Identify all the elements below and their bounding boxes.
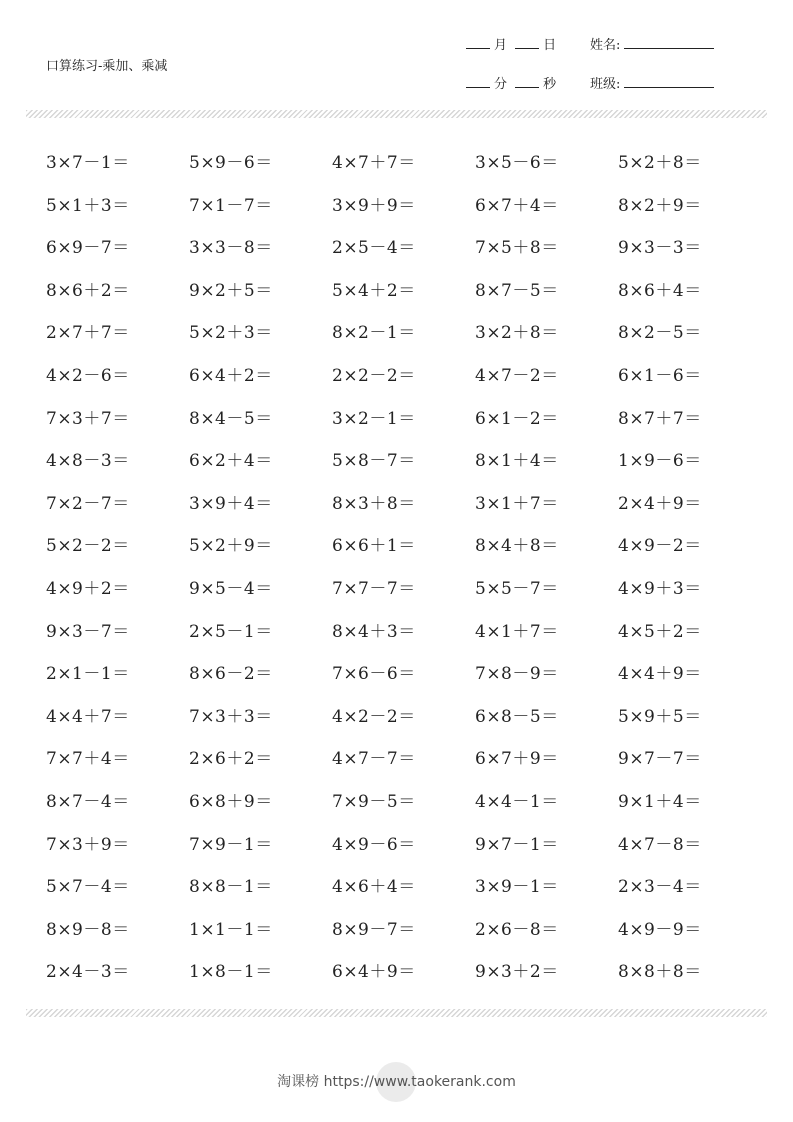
problem-item: 5×5－7＝ [475,578,559,599]
problem-item: 3×5－6＝ [475,153,559,173]
problem-item: 5×7－4＝ [46,877,130,898]
problem-item: 4×9－9＝ [618,919,702,940]
problem-item: 5×9－6＝ [189,153,273,173]
problem-item: 2×4＋9＝ [618,493,702,514]
minute-label: 分 [494,77,508,92]
problem-item: 8×2＋9＝ [618,195,702,216]
problem-item: 9×3－3＝ [618,238,702,259]
time-row [466,73,556,92]
problem-item: 2×4－3＝ [46,962,130,983]
problem-grid [46,148,766,1000]
problem-item: 7×1－7＝ [189,195,273,216]
problem-item: 7×2－7＝ [46,493,130,514]
name-row [590,34,714,53]
name-field[interactable] [624,36,714,49]
problem-item: 8×2－1＝ [332,323,416,344]
problem-row [46,659,766,702]
problem-item: 8×3＋8＝ [332,493,416,514]
problem-item: 8×8－1＝ [189,877,273,898]
problem-item: 7×7－7＝ [332,578,416,599]
problem-row [46,702,766,745]
problem-row [46,361,766,404]
minute-blank[interactable] [466,75,490,88]
problem-row [46,617,766,660]
problem-item: 8×2－5＝ [618,323,702,344]
problem-item: 6×4＋9＝ [332,962,416,983]
problem-item: 7×5＋8＝ [475,238,559,259]
problem-item: 4×7－8＝ [618,834,702,855]
problem-item: 6×6＋1＝ [332,536,416,557]
problem-row [46,148,766,191]
problem-item: 7×9－5＝ [332,791,416,812]
problem-item: 9×7－1＝ [475,834,559,855]
problem-row [46,191,766,234]
problem-item: 4×2－2＝ [332,706,416,727]
problem-item: 8×6＋2＝ [46,280,130,301]
problem-item: 5×2－2＝ [46,536,130,557]
problem-item: 9×5－4＝ [189,578,273,599]
problem-item: 9×2＋5＝ [189,280,273,301]
problem-item: 2×2－2＝ [332,365,416,386]
problem-item: 4×5＋2＝ [618,621,702,642]
problem-item: 2×1－1＝ [46,664,130,685]
problem-item: 8×7－5＝ [475,280,559,301]
problem-item: 5×9＋5＝ [618,706,702,727]
problem-item: 9×3＋2＝ [475,962,559,983]
second-blank[interactable] [515,75,539,88]
problem-row [46,872,766,915]
problem-item: 6×7＋9＝ [475,749,559,770]
problem-item: 1×1－1＝ [189,919,273,940]
problem-item: 6×4＋2＝ [189,365,273,386]
problem-item: 2×5－4＝ [332,238,416,259]
problem-item: 4×9－6＝ [332,834,416,855]
problem-item: 5×8－7＝ [332,451,416,472]
problem-item: 3×9＋9＝ [332,195,416,216]
problem-row [46,787,766,830]
problem-item: 8×4－5＝ [189,408,273,429]
problem-item: 3×2－1＝ [332,408,416,429]
class-label: 班级: [590,77,621,92]
problem-item: 4×9＋2＝ [46,578,130,599]
problem-row [46,233,766,276]
problem-item: 7×3＋3＝ [189,706,273,727]
problem-row [46,915,766,958]
problem-row [46,404,766,447]
problem-row [46,489,766,532]
problem-item: 7×9－1＝ [189,834,273,855]
problem-item: 9×3－7＝ [46,621,130,642]
problem-item: 3×3－8＝ [189,238,273,259]
problem-item: 5×4＋2＝ [332,280,416,301]
top-divider [26,110,767,118]
month-label: 月 [494,38,508,53]
problem-item: 6×8＋9＝ [189,791,273,812]
problem-item: 8×6＋4＝ [618,280,702,301]
problem-item: 8×1＋4＝ [475,451,559,472]
problem-item: 8×9－8＝ [46,919,130,940]
problem-item: 7×3＋9＝ [46,834,130,855]
footer-watermark: 淘课榜 https://www.taokerank.com [277,1074,516,1090]
problem-row [46,744,766,787]
bottom-divider [26,1009,767,1017]
problem-item: 1×9－6＝ [618,451,702,472]
problem-row [46,830,766,873]
problem-item: 4×4＋9＝ [618,664,702,685]
problem-item: 2×6＋2＝ [189,749,273,770]
problem-item: 6×1－2＝ [475,408,559,429]
day-blank[interactable] [515,36,539,49]
problem-item: 7×8－9＝ [475,664,559,685]
month-blank[interactable] [466,36,490,49]
problem-item: 9×7－7＝ [618,749,702,770]
problem-item: 4×8－3＝ [46,451,130,472]
class-row [590,73,714,92]
second-label: 秒 [543,77,557,92]
problem-item: 2×7＋7＝ [46,323,130,344]
worksheet-title: 口算练习-乘加、乘减 [46,59,168,74]
problem-item: 6×2＋4＝ [189,451,273,472]
problem-item: 5×2＋8＝ [618,153,702,173]
problem-row [46,531,766,574]
problem-item: 8×7＋7＝ [618,408,702,429]
problem-row [46,957,766,1000]
problem-item: 6×7＋4＝ [475,195,559,216]
problem-item: 8×9－7＝ [332,919,416,940]
problem-item: 7×6－6＝ [332,664,416,685]
problem-item: 1×8－1＝ [189,962,273,983]
name-label: 姓名: [590,38,621,53]
problem-item: 2×3－4＝ [618,877,702,898]
problem-item: 4×9＋3＝ [618,578,702,599]
problem-row [46,318,766,361]
problem-row [46,276,766,319]
problem-item: 3×1＋7＝ [475,493,559,514]
problem-item: 5×2＋9＝ [189,536,273,557]
problem-item: 7×3＋7＝ [46,408,130,429]
problem-item: 3×7－1＝ [46,153,130,173]
problem-item: 8×6－2＝ [189,664,273,685]
problem-item: 7×7＋4＝ [46,749,130,770]
problem-item: 8×4＋3＝ [332,621,416,642]
problem-item: 3×9＋4＝ [189,493,273,514]
problem-item: 6×8－5＝ [475,706,559,727]
problem-item: 4×7－7＝ [332,749,416,770]
problem-item: 6×1－6＝ [618,365,702,386]
problem-row [46,574,766,617]
problem-item: 4×7－2＝ [475,365,559,386]
problem-item: 4×1＋7＝ [475,621,559,642]
problem-item: 6×9－7＝ [46,238,130,259]
class-field[interactable] [624,75,714,88]
problem-item: 9×1＋4＝ [618,791,702,812]
problem-item: 2×6－8＝ [475,919,559,940]
problem-item: 3×9－1＝ [475,877,559,898]
day-label: 日 [543,38,557,53]
problem-item: 4×4－1＝ [475,791,559,812]
problem-item: 4×7＋7＝ [332,153,416,173]
problem-item: 3×2＋8＝ [475,323,559,344]
problem-item: 8×4＋8＝ [475,536,559,557]
problem-item: 4×6＋4＝ [332,877,416,898]
problem-item: 4×9－2＝ [618,536,702,557]
problem-item: 8×8＋8＝ [618,962,702,983]
date-row [466,34,556,53]
problem-item: 2×5－1＝ [189,621,273,642]
problem-item: 4×4＋7＝ [46,706,130,727]
problem-item: 5×1＋3＝ [46,195,130,216]
problem-row [46,446,766,489]
problem-item: 8×7－4＝ [46,791,130,812]
problem-item: 4×2－6＝ [46,365,130,386]
problem-item: 5×2＋3＝ [189,323,273,344]
